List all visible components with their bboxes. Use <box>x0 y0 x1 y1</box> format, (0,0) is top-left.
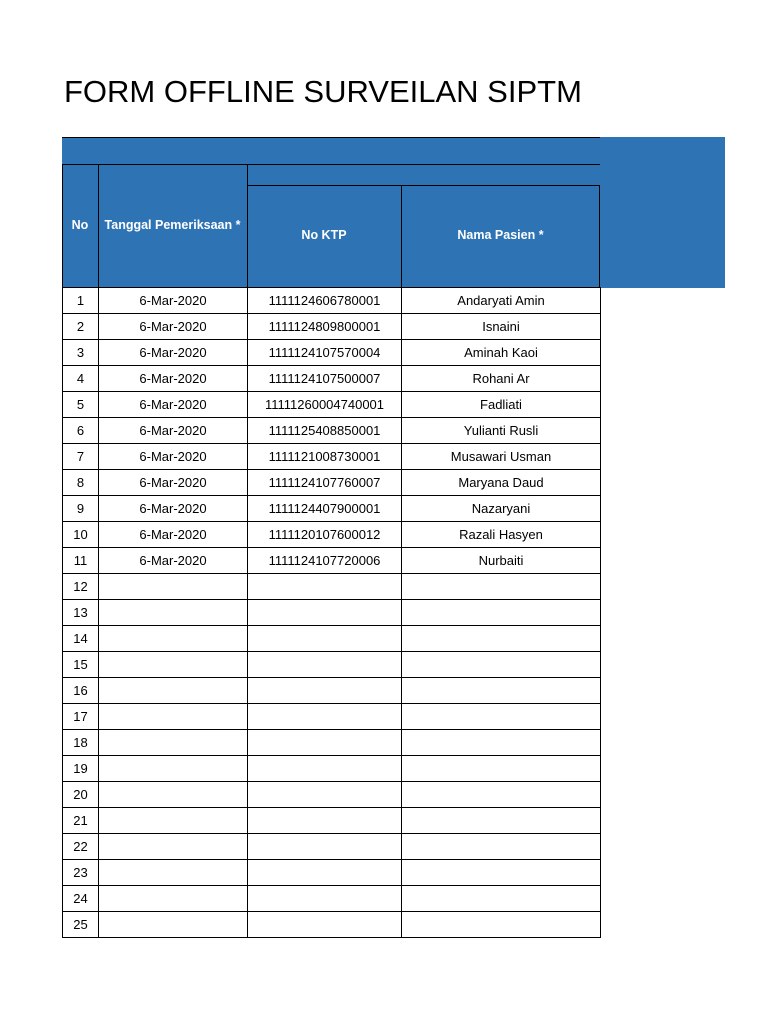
cell-nama-pasien[interactable] <box>402 860 601 886</box>
cell-no-ktp[interactable]: 1111124107570004 <box>248 340 402 366</box>
table-row <box>63 340 601 366</box>
cell-no-ktp[interactable]: 1111124107760007 <box>248 470 402 496</box>
cell-nama-pasien[interactable] <box>402 626 601 652</box>
table-row <box>63 288 601 314</box>
cell-no-ktp[interactable] <box>248 756 402 782</box>
cell-no[interactable]: 23 <box>63 860 99 886</box>
cell-tanggal-pemeriksaan[interactable] <box>99 886 248 912</box>
table-row <box>63 314 601 340</box>
cell-nama-pasien[interactable] <box>402 600 601 626</box>
table-row <box>63 600 601 626</box>
cell-no[interactable]: 25 <box>63 912 99 938</box>
table-row <box>63 652 601 678</box>
cell-no[interactable]: 12 <box>63 574 99 600</box>
cell-nama-pasien[interactable]: Nurbaiti <box>402 548 601 574</box>
table-row <box>63 444 601 470</box>
cell-no-ktp[interactable] <box>248 626 402 652</box>
cell-no-ktp[interactable] <box>248 730 402 756</box>
table-row <box>63 808 601 834</box>
header-no-ktp: No KTP <box>301 228 347 242</box>
cell-tanggal-pemeriksaan[interactable] <box>99 756 248 782</box>
cell-tanggal-pemeriksaan[interactable]: 6-Mar-2020 <box>99 470 248 496</box>
table-row <box>63 782 601 808</box>
cell-tanggal-pemeriksaan[interactable]: 6-Mar-2020 <box>99 288 248 314</box>
cell-no[interactable]: 5 <box>63 392 99 418</box>
cell-tanggal-pemeriksaan[interactable] <box>99 574 248 600</box>
cell-no-ktp[interactable]: 1111124107720006 <box>248 548 402 574</box>
cell-nama-pasien[interactable] <box>402 756 601 782</box>
cell-no[interactable]: 11 <box>63 548 99 574</box>
table-row <box>63 496 601 522</box>
cell-nama-pasien[interactable] <box>402 652 601 678</box>
table-row <box>63 704 601 730</box>
cell-nama-pasien[interactable] <box>402 574 601 600</box>
cell-tanggal-pemeriksaan[interactable]: 6-Mar-2020 <box>99 548 248 574</box>
table-row <box>63 574 601 600</box>
table-row <box>63 366 601 392</box>
cell-nama-pasien[interactable] <box>402 886 601 912</box>
cell-tanggal-pemeriksaan[interactable] <box>99 678 248 704</box>
cell-no[interactable]: 8 <box>63 470 99 496</box>
table-row <box>63 626 601 652</box>
cell-no[interactable]: 4 <box>63 366 99 392</box>
cell-tanggal-pemeriksaan[interactable] <box>99 808 248 834</box>
cell-tanggal-pemeriksaan[interactable]: 6-Mar-2020 <box>99 444 248 470</box>
table-row <box>63 860 601 886</box>
cell-no[interactable]: 20 <box>63 782 99 808</box>
header-nama-pasien: Nama Pasien * <box>457 228 544 242</box>
cell-no-ktp[interactable]: 1111124606780001 <box>248 288 402 314</box>
cell-no[interactable]: 24 <box>63 886 99 912</box>
cell-tanggal-pemeriksaan[interactable]: 6-Mar-2020 <box>99 366 248 392</box>
cell-tanggal-pemeriksaan[interactable]: 6-Mar-2020 <box>99 418 248 444</box>
cell-tanggal-pemeriksaan[interactable] <box>99 704 248 730</box>
cell-tanggal-pemeriksaan[interactable] <box>99 730 248 756</box>
page-title: FORM OFFLINE SURVEILAN SIPTM <box>64 74 582 109</box>
table-row <box>63 418 601 444</box>
cell-tanggal-pemeriksaan[interactable] <box>99 782 248 808</box>
cell-tanggal-pemeriksaan[interactable] <box>99 912 248 938</box>
header-fill-extension <box>599 137 725 288</box>
table-row <box>63 886 601 912</box>
cell-no[interactable]: 7 <box>63 444 99 470</box>
cell-nama-pasien[interactable] <box>402 912 601 938</box>
cell-tanggal-pemeriksaan[interactable]: 6-Mar-2020 <box>99 314 248 340</box>
cell-nama-pasien[interactable]: Aminah Kaoi <box>402 340 601 366</box>
cell-no[interactable]: 16 <box>63 678 99 704</box>
cell-no-ktp[interactable]: 1111120107600012 <box>248 522 402 548</box>
cell-nama-pasien[interactable] <box>402 782 601 808</box>
cell-no[interactable]: 2 <box>63 314 99 340</box>
cell-no-ktp[interactable] <box>248 834 402 860</box>
header-divider-sub <box>247 185 600 186</box>
cell-no-ktp[interactable] <box>248 678 402 704</box>
cell-no-ktp[interactable]: 1111125408850001 <box>248 418 402 444</box>
cell-tanggal-pemeriksaan[interactable] <box>99 626 248 652</box>
header-no: No <box>71 218 89 232</box>
table-header <box>62 137 600 288</box>
cell-nama-pasien[interactable]: Yulianti Rusli <box>402 418 601 444</box>
cell-nama-pasien[interactable] <box>402 730 601 756</box>
cell-nama-pasien[interactable] <box>402 808 601 834</box>
cell-no-ktp[interactable]: 1111124107500007 <box>248 366 402 392</box>
cell-no[interactable]: 1 <box>63 288 99 314</box>
cell-tanggal-pemeriksaan[interactable]: 6-Mar-2020 <box>99 392 248 418</box>
header-divider-date <box>247 164 248 288</box>
header-divider-top <box>62 164 600 165</box>
cell-no[interactable]: 18 <box>63 730 99 756</box>
cell-nama-pasien[interactable]: Nazaryani <box>402 496 601 522</box>
cell-nama-pasien[interactable]: Isnaini <box>402 314 601 340</box>
cell-no[interactable]: 9 <box>63 496 99 522</box>
cell-nama-pasien[interactable]: Fadliati <box>402 392 601 418</box>
cell-tanggal-pemeriksaan[interactable]: 6-Mar-2020 <box>99 522 248 548</box>
cell-no[interactable]: 17 <box>63 704 99 730</box>
cell-nama-pasien[interactable]: Andaryati Amin <box>402 288 601 314</box>
cell-no-ktp[interactable]: 1111121008730001 <box>248 444 402 470</box>
cell-nama-pasien[interactable] <box>402 704 601 730</box>
table-row <box>63 730 601 756</box>
cell-nama-pasien[interactable]: Musawari Usman <box>402 444 601 470</box>
table-row <box>63 834 601 860</box>
table-row <box>63 522 601 548</box>
cell-no-ktp[interactable] <box>248 782 402 808</box>
cell-tanggal-pemeriksaan[interactable]: 6-Mar-2020 <box>99 340 248 366</box>
table-row <box>63 548 601 574</box>
cell-tanggal-pemeriksaan[interactable] <box>99 834 248 860</box>
cell-nama-pasien[interactable]: Maryana Daud <box>402 470 601 496</box>
cell-no-ktp[interactable]: 11111260004740001 <box>248 392 402 418</box>
cell-no[interactable]: 10 <box>63 522 99 548</box>
cell-no[interactable]: 6 <box>63 418 99 444</box>
cell-tanggal-pemeriksaan[interactable] <box>99 600 248 626</box>
table-row <box>63 756 601 782</box>
cell-tanggal-pemeriksaan[interactable] <box>99 860 248 886</box>
patient-table <box>62 287 601 938</box>
cell-no-ktp[interactable]: 1111124809800001 <box>248 314 402 340</box>
cell-no[interactable]: 22 <box>63 834 99 860</box>
table-row <box>63 912 601 938</box>
cell-tanggal-pemeriksaan[interactable] <box>99 652 248 678</box>
cell-no[interactable]: 19 <box>63 756 99 782</box>
patient-table-body <box>63 288 601 938</box>
cell-no-ktp[interactable] <box>248 808 402 834</box>
cell-no[interactable]: 3 <box>63 340 99 366</box>
cell-no-ktp[interactable] <box>248 704 402 730</box>
cell-nama-pasien[interactable]: Rohani Ar <box>402 366 601 392</box>
cell-nama-pasien[interactable] <box>402 678 601 704</box>
table-row <box>63 470 601 496</box>
cell-nama-pasien[interactable] <box>402 834 601 860</box>
header-tanggal-pemeriksaan: Tanggal Pemeriksaan * <box>104 218 241 232</box>
cell-no[interactable]: 21 <box>63 808 99 834</box>
cell-no-ktp[interactable] <box>248 600 402 626</box>
cell-no-ktp[interactable] <box>248 886 402 912</box>
cell-no[interactable]: 14 <box>63 626 99 652</box>
cell-no-ktp[interactable] <box>248 652 402 678</box>
cell-no-ktp[interactable]: 1111124407900001 <box>248 496 402 522</box>
cell-no[interactable]: 13 <box>63 600 99 626</box>
table-row <box>63 392 601 418</box>
cell-no-ktp[interactable] <box>248 912 402 938</box>
cell-no[interactable]: 15 <box>63 652 99 678</box>
cell-nama-pasien[interactable]: Razali Hasyen <box>402 522 601 548</box>
cell-tanggal-pemeriksaan[interactable]: 6-Mar-2020 <box>99 496 248 522</box>
table-row <box>63 678 601 704</box>
cell-no-ktp[interactable] <box>248 860 402 886</box>
cell-no-ktp[interactable] <box>248 574 402 600</box>
